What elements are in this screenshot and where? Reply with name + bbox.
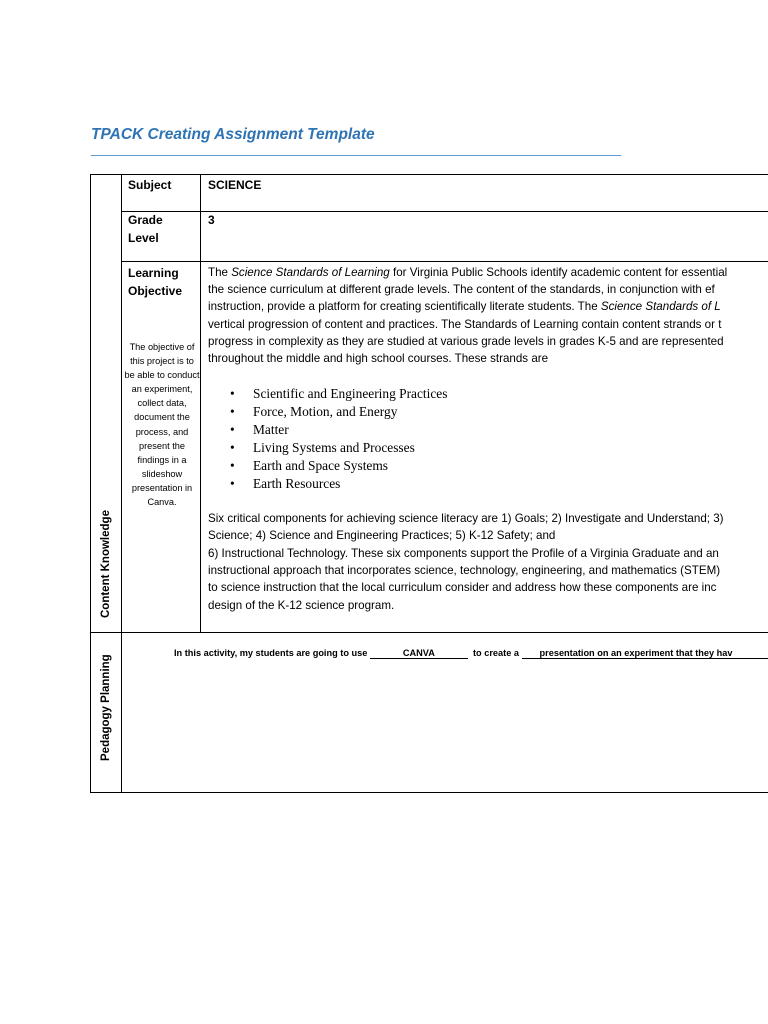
- grade-row-divider: [121, 261, 768, 262]
- paragraph2-line3: 6) Instructional Technology. These six components support the Profile of a Virginia Graduate and an: [208, 547, 719, 560]
- paragraph2-line1: Six critical components for achieving science literacy are 1) Goals; 2) Investigate and Understand; 3): [208, 512, 724, 525]
- title-underline: [91, 155, 621, 156]
- pedagogy-middle: to create a: [473, 648, 519, 658]
- paragraph1-line6: throughout the middle and high school courses. These strands are: [208, 352, 549, 365]
- learning-objective-label-line1: Learning: [128, 266, 179, 280]
- grade-level-value: 3: [208, 213, 215, 227]
- paragraph2-line4: instructional approach that incorporates science, technology, engineering, and mathematics (STEM): [208, 564, 721, 577]
- list-item: • Scientific and Engineering Practices: [208, 385, 447, 403]
- table-bottom-border: [90, 792, 768, 793]
- paragraph1-line3: instruction, provide a platform for creating scientifically literate students. The Science Standards of L: [208, 300, 721, 313]
- list-item: • Earth Resources: [208, 475, 447, 493]
- paragraph1-line4: vertical progression of content and practices. The Standards of Learning contain content strands or t: [208, 318, 722, 331]
- page-title: TPACK Creating Assignment Template: [91, 126, 375, 143]
- tool-blank: CANVA: [370, 648, 468, 659]
- subject-value: SCIENCE: [208, 178, 262, 192]
- objective-side-note: The objective of this project is to be able to conduct an experiment, collect data, document the process, and present the findings in a slideshow presentation in Canva.: [124, 342, 200, 508]
- pedagogy-sentence: [174, 648, 768, 659]
- label-column-divider: [200, 174, 201, 632]
- paragraph2-line2: Science; 4) Science and Engineering Practices; 5) K-12 Safety; and: [208, 529, 556, 542]
- subject-row-divider: [121, 211, 768, 212]
- paragraph1-line5: progress in complexity as they are studied at various grade levels in grades K-5 and are represented: [208, 335, 724, 348]
- strands-list: [208, 385, 447, 492]
- pedagogy-prefix: In this activity, my students are going to use: [174, 648, 368, 658]
- list-item: • Earth and Space Systems: [208, 457, 447, 475]
- grade-level-label-line1: Grade: [128, 213, 163, 227]
- paragraph1-line1: The Science Standards of Learning for Virginia Public Schools identify academic content for essential: [208, 266, 728, 279]
- paragraph1-line2: the science curriculum at different grade levels. The content of the standards, in conjunction with ef: [208, 283, 715, 296]
- table-top-border: [90, 174, 768, 175]
- list-item: • Matter: [208, 421, 447, 439]
- pedagogy-planning-label: Pedagogy Planning: [100, 654, 112, 761]
- grade-level-label-line2: Level: [128, 231, 159, 245]
- paragraph2-line5: to science instruction that the local curriculum consider and address how these components are inc: [208, 581, 717, 594]
- list-item: • Living Systems and Processes: [208, 439, 447, 457]
- subject-label: Subject: [128, 178, 172, 192]
- product-blank: presentation on an experiment that they hav: [522, 648, 768, 659]
- section-label-divider: [121, 174, 122, 793]
- list-item: • Force, Motion, and Energy: [208, 403, 447, 421]
- learning-objective-label-line2: Objective: [128, 284, 183, 298]
- table-left-border: [90, 174, 91, 793]
- content-knowledge-label: Content Knowledge: [100, 510, 112, 618]
- section-divider: [90, 632, 768, 633]
- paragraph2-line6: design of the K-12 science program.: [208, 599, 395, 612]
